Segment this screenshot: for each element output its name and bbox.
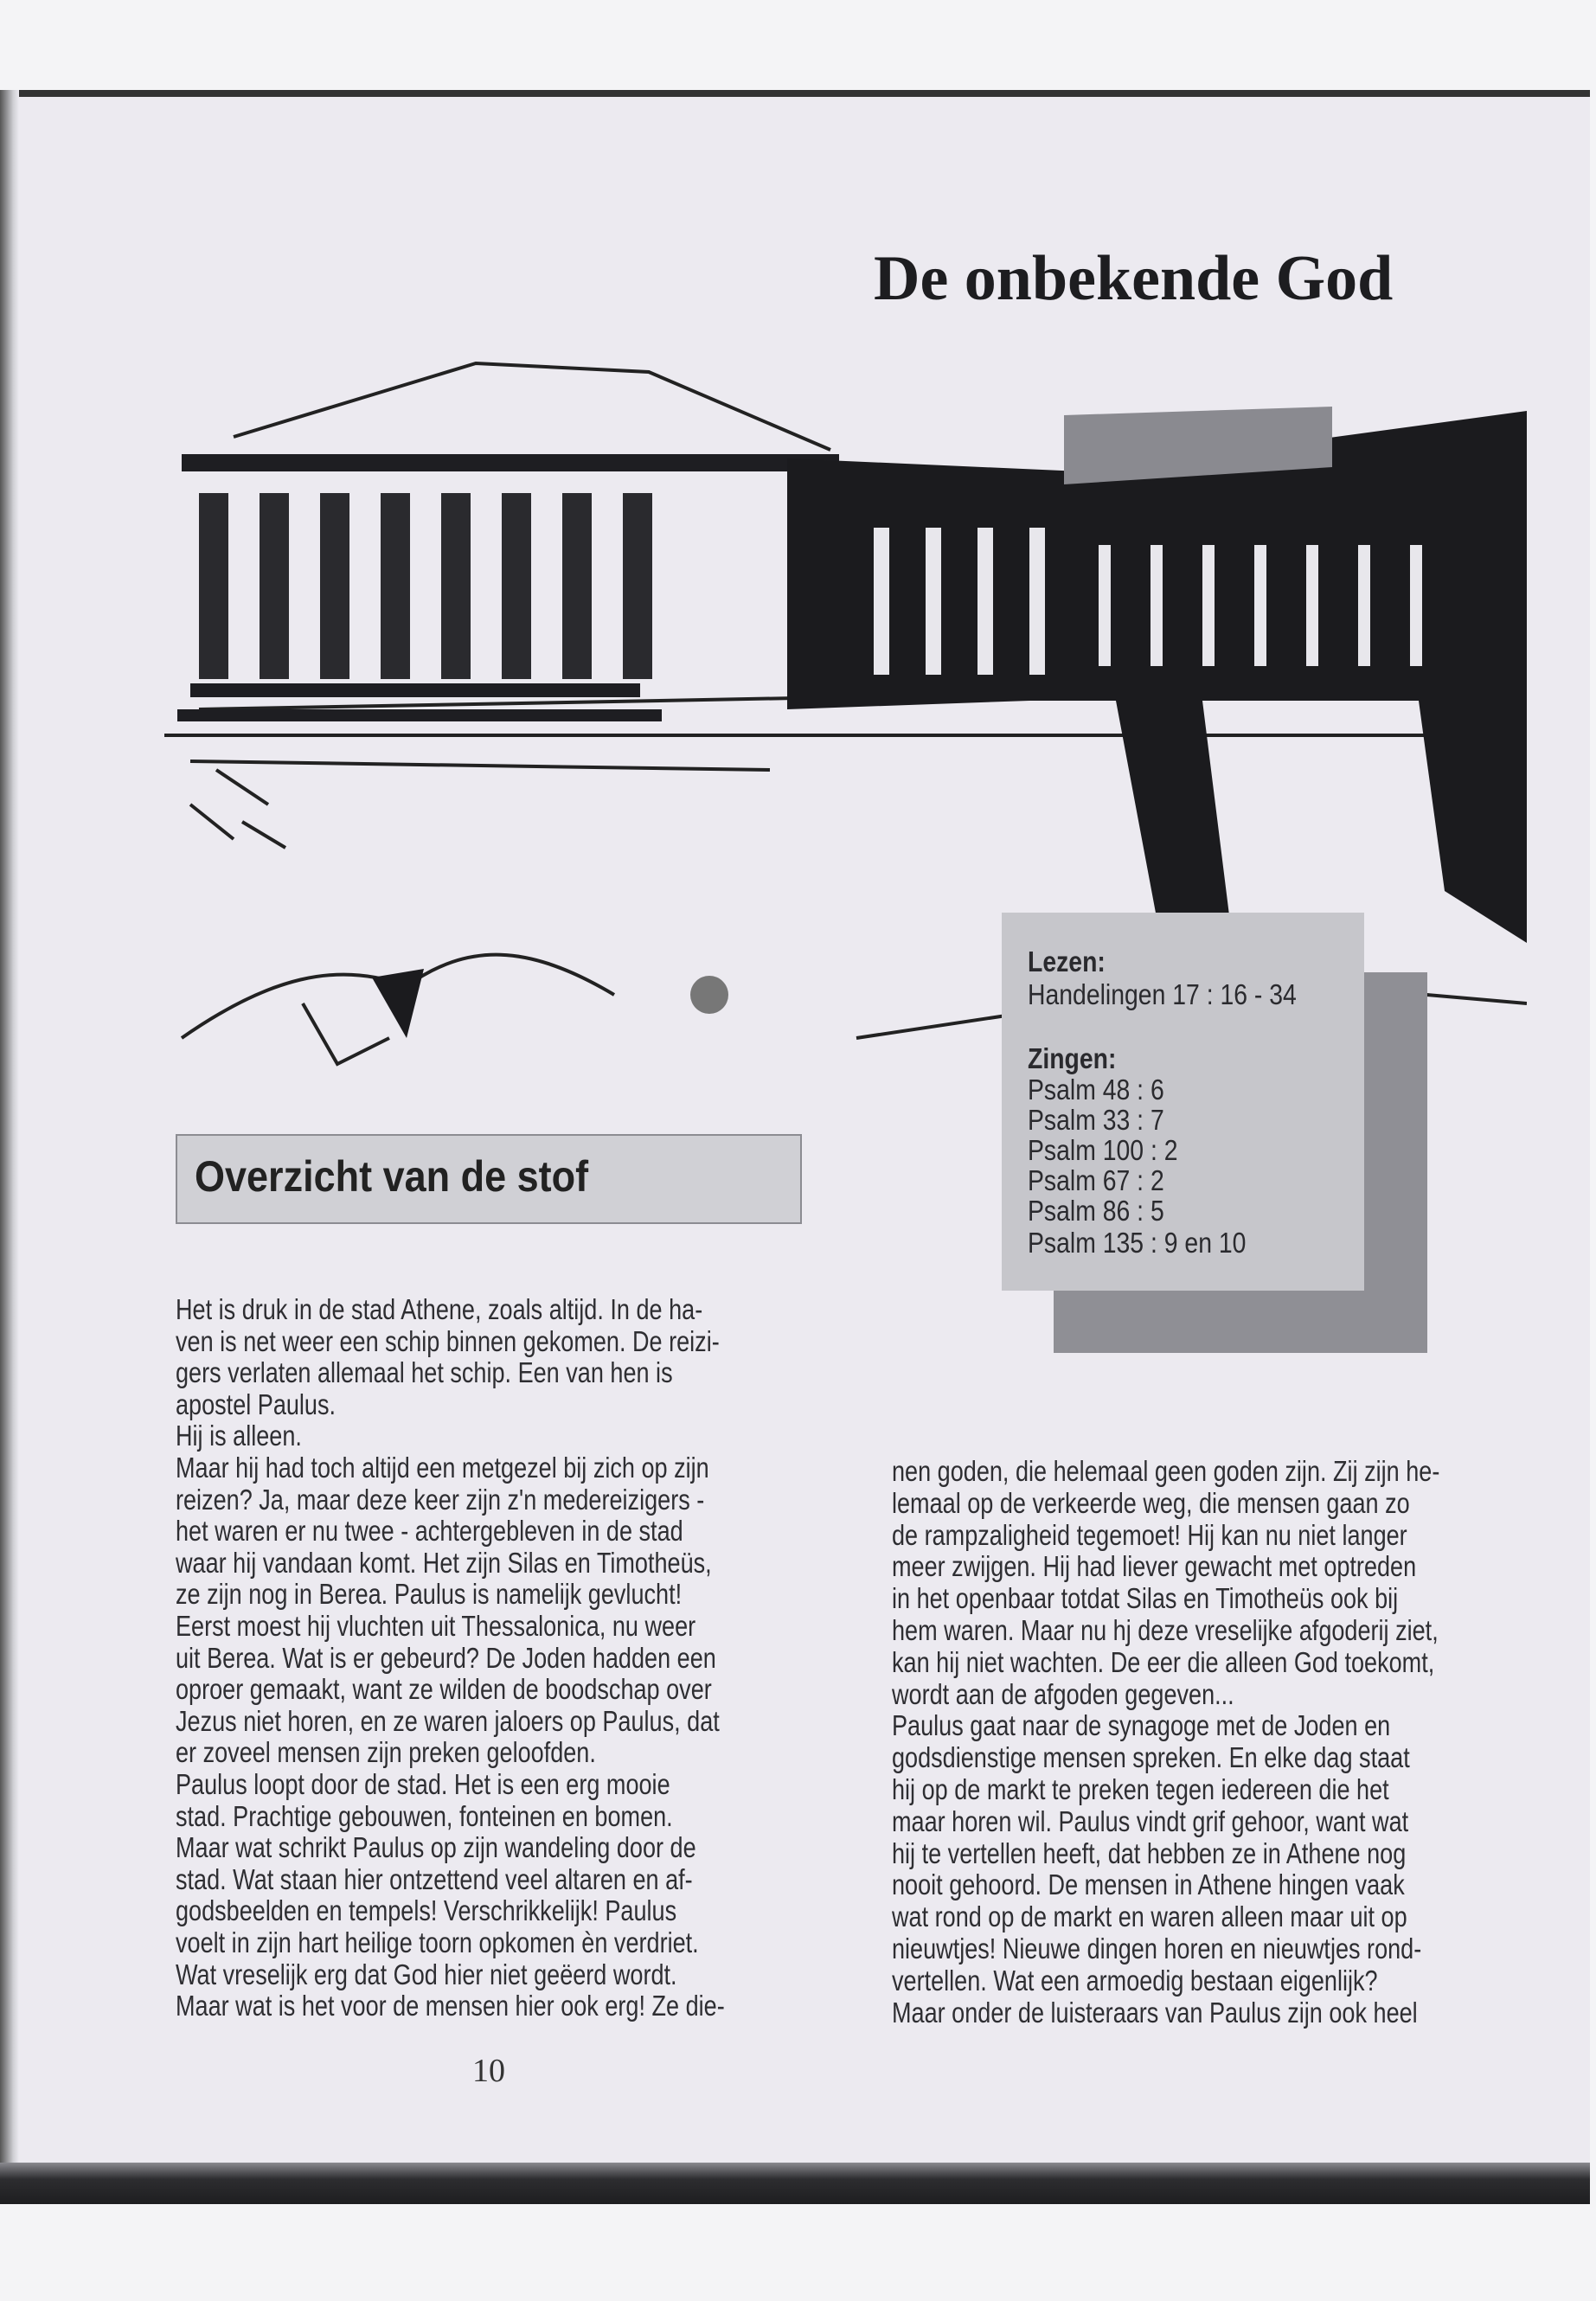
- text-line: Jezus niet horen, en ze waren jaloers op Paulus, dat: [176, 1704, 720, 1737]
- text-line: reizen? Ja, maar deze keer zijn z'n medereizigers -: [176, 1483, 705, 1516]
- text-line: voelt in zijn hart heilige toorn opkomen èn verdriet.: [176, 1926, 699, 1958]
- text-line: nooit gehoord. De mensen in Athene hingen vaak: [892, 1868, 1405, 1901]
- page-number: 10: [472, 2053, 505, 2089]
- psalm-item: Psalm 135 : 9 en 10: [1028, 1227, 1247, 1259]
- text-line: oproer gemaakt, want ze wilden de boodschap over: [176, 1673, 712, 1706]
- book-edge-bottom: [0, 2163, 1590, 2204]
- text-line: Maar hij had toch altijd een metgezel bij zich op zijn: [176, 1452, 709, 1484]
- text-line: Het is druk in de stad Athene, zoals altijd. In de ha-: [176, 1293, 703, 1325]
- text-line: in het openbaar totdat Silas en Timotheüs ook bij: [892, 1582, 1399, 1615]
- text-line: Hij is alleen.: [176, 1420, 302, 1452]
- text-line: waar hij vandaan komt. Het zijn Silas en Timotheüs,: [176, 1546, 712, 1579]
- text-line: Maar wat schrikt Paulus op zijn wandeling door de: [176, 1831, 696, 1864]
- text-line: wat rond op de markt en waren alleen maar uit op: [892, 1900, 1407, 1933]
- psalm-item: Psalm 48 : 6: [1028, 1074, 1164, 1106]
- text-line: hij op de markt te preken tegen iedereen die het: [892, 1773, 1389, 1805]
- text-line: Maar wat is het voor de mensen hier ook erg! Ze die-: [176, 1990, 725, 2022]
- page-title: De onbekende God: [874, 243, 1394, 314]
- columns: [199, 493, 652, 679]
- text-line: meer zwijgen. Hij had liever gewacht met optreden: [892, 1550, 1417, 1583]
- text-line: er zoveel mensen zijn preken geloofden.: [176, 1736, 596, 1769]
- text-line: nieuwtjes! Nieuwe dingen horen en nieuwtjes rond-: [892, 1932, 1422, 1965]
- text-line: vertellen. Wat een armoedig bestaan eigenlijk?: [892, 1964, 1378, 1997]
- text-line: ze zijn nog in Berea. Paulus is namelijk gevlucht!: [176, 1578, 683, 1611]
- psalm-item: Psalm 100 : 2: [1028, 1134, 1178, 1166]
- text-line: ven is net weer een schip binnen gekomen. De reizi-: [176, 1324, 720, 1357]
- text-line: nen goden, die helemaal geen goden zijn. Zij zijn he-: [892, 1455, 1440, 1487]
- psalm-item: Psalm 33 : 7: [1028, 1104, 1164, 1136]
- book-edge-top: [0, 90, 1590, 97]
- zingen-label: Zingen:: [1028, 1042, 1117, 1074]
- text-line: gers verlaten allemaal het schip. Een van hen is: [176, 1356, 673, 1389]
- text-line: hij te vertellen heeft, dat hebben ze in Athene nog: [892, 1836, 1407, 1869]
- lezen-reference: Handelingen 17 : 16 - 34: [1028, 978, 1297, 1010]
- text-line: uit Berea. Wat is er gebeurd? De Joden hadden een: [176, 1641, 716, 1674]
- text-line: godsbeelden en tempels! Verschrikkelijk! Paulus: [176, 1894, 677, 1927]
- text-line: apostel Paulus.: [176, 1388, 337, 1420]
- text-line: Paulus loopt door de stad. Het is een erg mooie: [176, 1768, 670, 1800]
- lezen-label: Lezen:: [1028, 945, 1106, 977]
- book-binding: [0, 90, 19, 2201]
- text-line: godsdienstige mensen spreken. En elke dag staat: [892, 1741, 1410, 1774]
- section-heading: Overzicht van de stof: [195, 1152, 589, 1201]
- text-line: maar horen wil. Paulus vindt grif gehoor, want wat: [892, 1804, 1409, 1837]
- text-line: de rampzaligheid tegemoet! Hij kan nu niet langer: [892, 1518, 1407, 1551]
- reading-sidebar: [1002, 913, 1364, 1291]
- text-line: het waren er nu twee - achtergebleven in de stad: [176, 1515, 683, 1548]
- text-line: Eerst moest hij vluchten uit Thessalonica, nu weer: [176, 1610, 696, 1642]
- text-line: lemaal op de verkeerde weg, die mensen gaan zo: [892, 1486, 1410, 1519]
- text-line: hem waren. Maar nu hj deze vreselijke afgoderij ziet,: [892, 1614, 1439, 1646]
- psalm-item: Psalm 86 : 5: [1028, 1195, 1164, 1227]
- section-heading-box: [176, 1134, 802, 1224]
- text-line: Paulus gaat naar de synagoge met de Joden en: [892, 1709, 1391, 1742]
- text-line: stad. Wat staan hier ontzettend veel altaren en af-: [176, 1862, 693, 1895]
- text-line: Wat vreselijk erg dat God hier niet geëerd wordt.: [176, 1958, 677, 1990]
- text-line: Maar onder de luisteraars van Paulus zijn ook heel: [892, 1996, 1418, 2029]
- text-line: kan hij niet wachten. De eer die alleen God toekomt,: [892, 1645, 1435, 1678]
- text-line: wordt aan de afgoden gegeven...: [892, 1677, 1234, 1710]
- psalm-item: Psalm 67 : 2: [1028, 1164, 1164, 1196]
- text-line: stad. Prachtige gebouwen, fonteinen en bomen.: [176, 1799, 673, 1832]
